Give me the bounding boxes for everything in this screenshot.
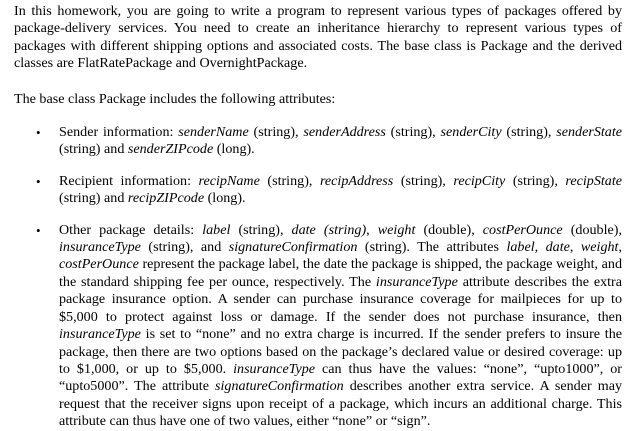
attribute-term: senderZIPcode — [127, 141, 214, 158]
attribute-term: senderName — [178, 124, 249, 141]
attribute-text: (string), — [385, 124, 441, 141]
attribute-text: (string), and — [140, 239, 229, 256]
attribute-term: signatureConfirmation — [215, 378, 344, 395]
attribute-text: (string), — [393, 172, 454, 189]
attribute-term: costPerOunce — [59, 256, 139, 273]
bullet-icon: • — [36, 125, 41, 141]
attribute-text: (string), — [259, 172, 320, 189]
attribute-text: (string) and — [59, 141, 128, 158]
bullet-icon: • — [36, 222, 41, 238]
attribute-term: date — [545, 239, 570, 256]
attribute-item-text — [59, 173, 622, 206]
attribute-item-other-details — [14, 222, 622, 431]
attribute-term: label — [202, 221, 231, 238]
attribute-text: (string), — [230, 221, 292, 238]
attribute-text: attribute describes the extra package insurance option. A sender can purchase insurance coverage for mailpieces for up to $5,000 to protect against loss or damage. If the sender does not purchase insurance, then — [59, 273, 622, 325]
attribute-item-text — [59, 124, 622, 157]
attribute-text: (double), — [562, 221, 622, 238]
attribute-term: insuranceType — [375, 273, 458, 290]
attribute-term: weight — [580, 239, 619, 256]
attribute-term: label — [506, 239, 535, 256]
bullet-icon: • — [36, 173, 41, 189]
attribute-term: recipZIPcode — [127, 190, 205, 207]
attribute-term: senderAddress — [303, 124, 386, 141]
attribute-term: signatureConfirmation — [228, 239, 358, 256]
attribute-term: insuranceType — [59, 326, 141, 343]
attribute-text: (double), — [415, 221, 483, 238]
attribute-term: recipAddress — [319, 172, 394, 189]
intro-paragraph: In this homework, you are going to write a program to represent various types of packages offered by package-delivery services. You need to create an inheritance hierarchy to represent various types of packages with different shipping options and associated costs. The base class is Package and the derived classes are FlatRatePackage and OvernightPackage. — [14, 3, 622, 72]
attribute-text: Sender information: — [59, 124, 179, 141]
attribute-item-recipient-info — [14, 173, 622, 208]
attribute-text: (string), — [505, 172, 566, 189]
attribute-text: can thus have the values: “none”, “upto1000”, or “upto5000”. The attribute — [59, 360, 622, 395]
attribute-text: (long). — [204, 190, 246, 207]
attribute-text: Other package details: — [59, 221, 203, 238]
attribute-term: senderCity — [440, 124, 502, 141]
attribute-term: date (string) — [291, 221, 367, 238]
attribute-text: Recipient information: — [59, 172, 199, 189]
attribute-text: (string), — [248, 124, 304, 141]
attribute-text: represent the package label, the date the package is shipped, the package weight, and the standard shipping fee per ounce, respectively. The — [59, 256, 622, 290]
attribute-term: insuranceType — [233, 360, 316, 377]
attributes-lead-paragraph: The base class Package includes the following attributes: — [14, 90, 336, 107]
attribute-text: (string) and — [59, 190, 128, 207]
attribute-list — [14, 124, 622, 431]
attribute-item-sender-info — [14, 124, 622, 159]
attribute-term: costPerOunce — [482, 221, 563, 238]
attribute-text: (long). — [213, 141, 255, 158]
attribute-term: recipName — [198, 172, 260, 189]
attribute-item-text — [59, 222, 622, 429]
attribute-term: weight — [377, 221, 416, 238]
attribute-text: (string). The attributes — [357, 239, 507, 256]
attribute-text: , — [569, 239, 581, 256]
attribute-text: describes another extra service. A sender may request that the receiver signs upon receipt of a package, which incurs an additional charge. This attribute can thus have one of two values, either “none” or “sign”. — [59, 378, 622, 430]
attribute-term: senderState — [556, 124, 623, 141]
attribute-term: recipCity — [453, 172, 506, 189]
attribute-text: , — [534, 239, 546, 256]
attribute-term: insuranceType — [59, 239, 141, 256]
attribute-term: recipState — [565, 172, 623, 189]
attribute-text: , — [618, 239, 623, 256]
attribute-text: , — [366, 221, 378, 238]
attribute-text: (string), — [501, 124, 557, 141]
attribute-text: is set to “none” and no extra charge is incurred. If the sender prefers to insure the package, then there are two options based on the package’s declared value or desired coverage: up to $1,000, or up to $5,000. — [59, 326, 622, 377]
